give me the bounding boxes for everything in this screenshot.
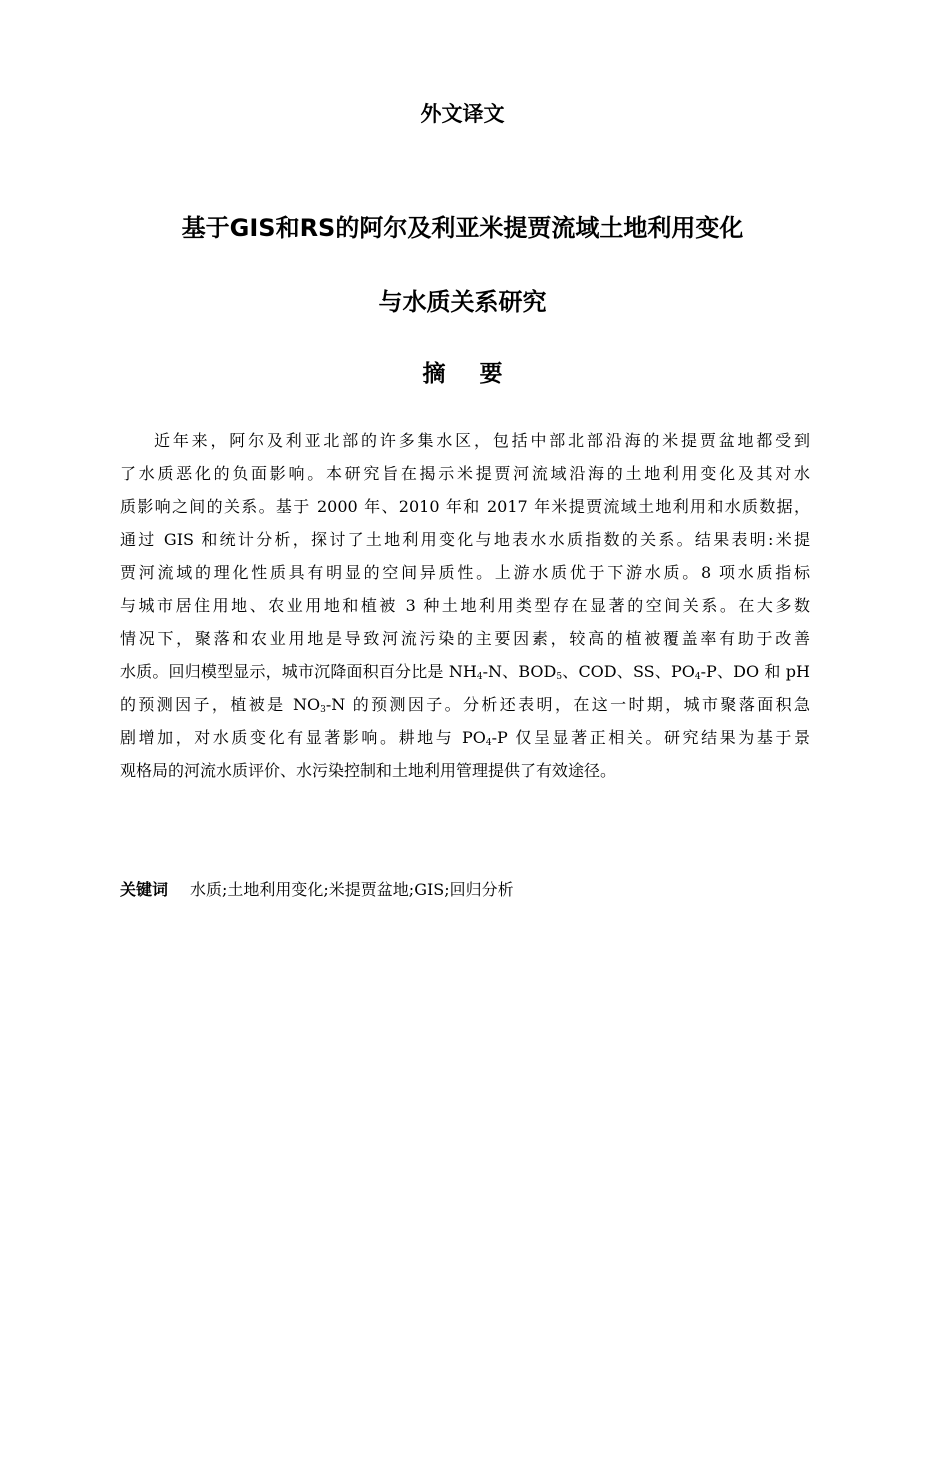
subscript: 5 [556, 672, 563, 682]
subscript: 4 [476, 672, 483, 682]
abstract-line [120, 721, 810, 754]
title-line-1: 基于GIS和RS的阿尔及利亚米提贾流域土地利用变化 [181, 214, 744, 242]
subscript: 4 [694, 672, 701, 682]
abstract-line [120, 688, 810, 721]
title-line-2: 与水质关系研究 [378, 288, 547, 316]
subscript: 4 [485, 738, 492, 748]
keywords-value: 水质;土地利用变化;米提贾盆地;GIS;回归分析 [190, 880, 514, 899]
abstract-line: 了水质恶化的负面影响。本研究旨在揭示米提贾河流域沿海的土地利用变化及其对水 [120, 464, 810, 483]
keywords-label: 关键词 [120, 880, 169, 899]
text-run: 剧增加，对水质变化有显著影响。耕地与 PO [120, 728, 486, 747]
abstract-line [120, 655, 810, 688]
abstract-line: 情况下，聚落和农业用地是导致河流污染的主要因素，较高的植被覆盖率有助于改善 [120, 629, 810, 648]
text-run: 的预测因子，植被是 NO [120, 695, 321, 714]
text-run: 、COD、SS、PO [562, 662, 695, 681]
abstract-line: 与城市居住用地、农业用地和植被 3 种土地利用类型存在显著的空间关系。在大多数 [120, 596, 810, 615]
text-run: 水质。回归模型显示，城市沉降面积百分比是 NH [120, 662, 477, 681]
text-run: -N、BOD [482, 662, 557, 681]
abstract-line: 近年来，阿尔及利亚北部的许多集水区，包括中部北部沿海的米提贾盆地都受到 [154, 431, 810, 450]
abstract-line: 观格局的河流水质评价、水污染控制和土地利用管理提供了有效途径。 [120, 761, 617, 780]
abstract-line: 通过 GIS 和统计分析，探讨了土地利用变化与地表水水质指数的关系。结果表明:米提 [120, 530, 810, 549]
abstract-heading: 摘要 [422, 361, 537, 387]
abstract-body [120, 424, 810, 787]
abstract-line: 贾河流域的理化性质具有明显的空间异质性。上游水质优于下游水质。8 项水质指标 [120, 563, 810, 582]
section-label: 外文译文 [420, 102, 505, 126]
keywords [120, 874, 514, 906]
text-run: -N 的预测因子。分析还表明，在这一时期，城市聚落面积急 [325, 695, 810, 714]
subscript: 3 [320, 705, 326, 715]
abstract-line: 质影响之间的关系。基于 2000 年、2010 年和 2017 年米提贾流域土地利用和水质数据， [120, 497, 810, 516]
text-run: -P 仅呈显著正相关。研究结果为基于景 [491, 728, 810, 747]
text-run: -P、DO 和 pH [700, 662, 810, 681]
